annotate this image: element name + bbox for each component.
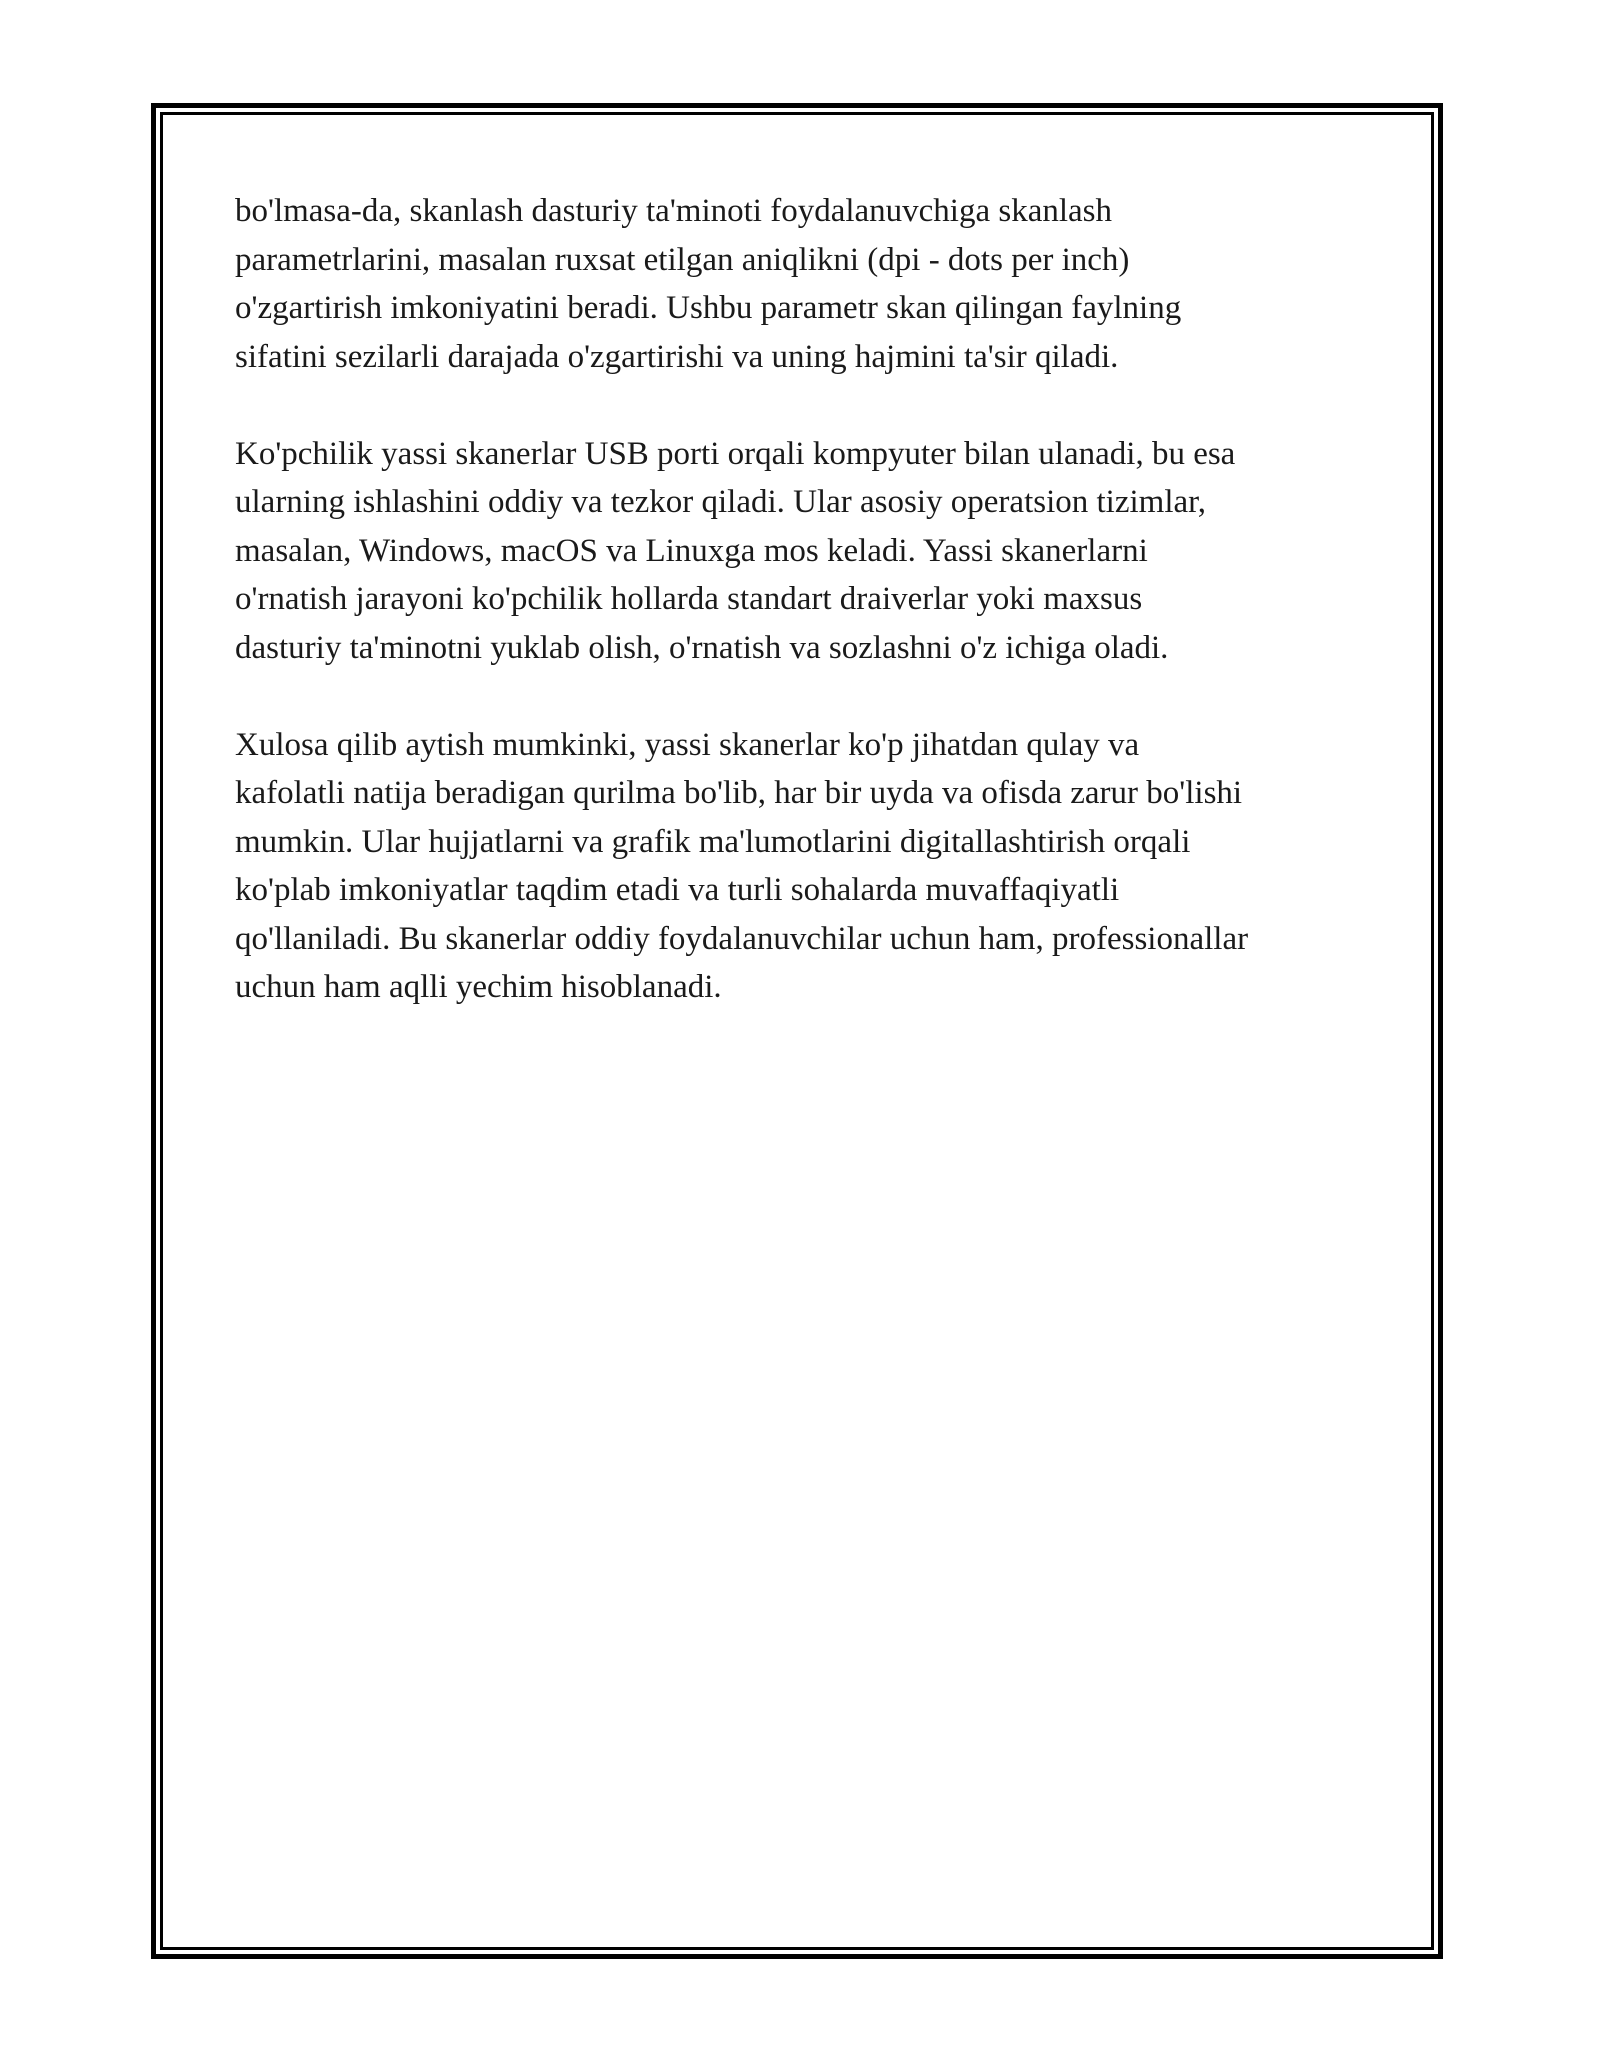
text-line: bo'lmasa-da, skanlash dasturiy ta'minoti foydalanuvchiga skanlash	[235, 193, 1113, 229]
text-line: o'zgartirish imkoniyatini beradi. Ushbu parametr skan qilingan faylning	[235, 290, 1182, 326]
paragraph-1	[235, 187, 1370, 381]
paragraph-3	[235, 721, 1370, 1012]
paragraph-2	[235, 430, 1370, 673]
text-line: o'rnatish jarayoni ko'pchilik hollarda standart draiverlar yoki maxsus	[235, 581, 1143, 617]
text-line: Xulosa qilib aytish mumkinki, yassi skanerlar ko'p jihatdan qulay va	[235, 726, 1140, 763]
text-line: Ko'pchilik yassi skanerlar USB porti orqali kompyuter bilan ulanadi, bu esa	[235, 435, 1236, 472]
document-body	[235, 187, 1370, 1060]
text-line: ko'plab imkoniyatlar taqdim etadi va turli sohalarda muvaffaqiyatli	[235, 872, 1120, 908]
text-line: dasturiy ta'minotni yuklab olish, o'rnatish va sozlashni o'z ichiga oladi.	[235, 629, 1169, 666]
text-line: parametrlarini, masalan ruxsat etilgan aniqlikni (dpi - dots per inch)	[235, 241, 1130, 278]
text-line: qo'llaniladi. Bu skanerlar oddiy foydalanuvchilar uchun ham, professionallar	[235, 920, 1249, 957]
text-line: sifatini sezilarli darajada o'zgartirishi va uning hajmini ta'sir qiladi.	[235, 338, 1119, 375]
text-line: ularning ishlashini oddiy va tezkor qiladi. Ular asosiy operatsion tizimlar,	[235, 484, 1207, 520]
text-line: masalan, Windows, macOS va Linuxga mos keladi. Yassi skanerlarni	[235, 532, 1148, 569]
text-line: kafolatli natija beradigan qurilma bo'lib, har bir uyda va ofisda zarur bo'lishi	[235, 775, 1243, 811]
text-line: uchun ham aqlli yechim hisoblanadi.	[235, 969, 722, 1005]
text-line: mumkin. Ular hujjatlarni va grafik ma'lumotlarini digitallashtirish orqali	[235, 823, 1191, 860]
